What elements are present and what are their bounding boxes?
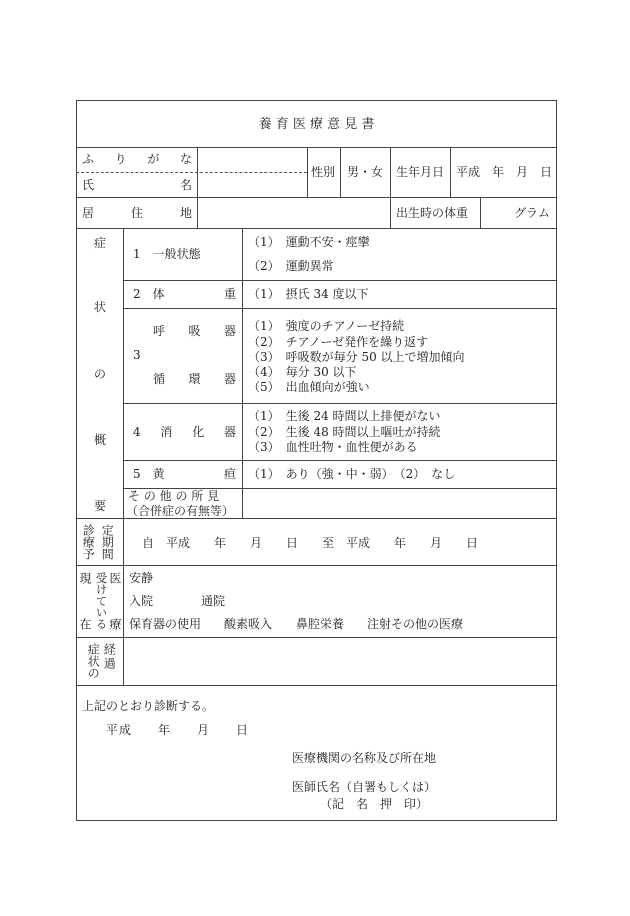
birth-weight-unit: グラム [514, 206, 550, 220]
treatment-option: 酸素吸入 [224, 617, 273, 631]
symptom-item: （1） 運動不安・痙攣 [248, 235, 370, 249]
divider [123, 403, 557, 404]
side-label-char: の [94, 367, 107, 381]
divider [76, 518, 557, 519]
divider [76, 228, 557, 229]
birth-date-label: 生年月日 [396, 165, 445, 179]
treatment-outpatient: 通院 [201, 594, 226, 608]
birth-weight-label: 出生時の体重 [396, 206, 469, 220]
divider [76, 197, 557, 198]
address-label: 居 住 地 [82, 206, 192, 220]
divider [123, 308, 557, 309]
treatment-label: 現在 [78, 572, 92, 630]
doctor-name-label: 医師氏名（自署もしくは） [292, 780, 437, 794]
other-findings-sublabel: （合併症の有無等） [126, 504, 235, 518]
period-label: 診療予 [81, 524, 96, 560]
symptom-item: （1） 摂氏 34 度以下 [248, 287, 369, 301]
circ-label: 循 環 器 [153, 372, 236, 386]
divider [307, 147, 308, 197]
divider [340, 147, 341, 197]
symptom-item: （2） 運動異常 [248, 259, 334, 273]
side-label-char: 概 [94, 433, 107, 447]
divider [123, 280, 557, 281]
name-label: 氏 名 [82, 178, 192, 192]
symptom-item: （1） 生後 24 時間以上排便がない [248, 409, 441, 423]
divider [76, 685, 557, 686]
divider [450, 147, 451, 197]
treatment-rest: 安静 [129, 571, 154, 585]
symptom-item: （3） 呼吸数が毎分 50 以上で増加傾向 [248, 350, 465, 364]
treatment-option: 鼻腔栄養 [296, 617, 345, 631]
divider [480, 197, 481, 228]
divider [242, 228, 243, 518]
sex-options[interactable]: 男・女 [347, 165, 384, 179]
period-label: 定期間 [100, 524, 115, 560]
divider [123, 228, 124, 685]
digest-label: 4 消 化 器 [133, 425, 236, 439]
form-title: 養 育 医 療 意 見 書 [258, 117, 375, 132]
side-label-char: 状 [94, 300, 107, 314]
symptom-item: （2） チアノーゼ発作を繰り返す [248, 335, 429, 349]
divider [76, 147, 557, 148]
weight-label: 2 体 重 [133, 287, 236, 301]
course-label: 症状の [86, 643, 101, 679]
divider [76, 637, 557, 638]
divider [76, 565, 557, 566]
other-findings-field[interactable] [244, 490, 555, 517]
symptom-item: （5） 出血傾向が強い [248, 380, 370, 394]
jaundice-label: 5 黄 疸 [133, 467, 236, 481]
other-findings-label: そ の 他 の 所 見 [128, 489, 220, 503]
course-label: 経過 [102, 643, 117, 671]
address-field[interactable] [200, 199, 388, 226]
divider [390, 147, 391, 228]
side-label-char: 要 [94, 499, 107, 513]
resp-num: 3 [133, 348, 141, 362]
furigana-label: ふ り が な [82, 152, 192, 166]
diagnosis-date: 平成 年 月 日 [106, 723, 250, 737]
diagnosis-statement: 上記のとおり診断する。 [82, 699, 215, 713]
treatment-inpatient: 入院 [129, 594, 154, 608]
course-field[interactable] [126, 639, 555, 683]
treatment-label: 受けている [94, 572, 109, 630]
resp-label: 呼 吸 器 [153, 324, 236, 338]
birth-date-field[interactable]: 平成 年 月 日 [456, 165, 553, 179]
divider [123, 460, 557, 461]
name-field[interactable] [202, 149, 306, 195]
symptom-item: （1） あり（強・中・弱） （2） なし [248, 467, 456, 481]
treatment-label: 医療 [108, 572, 122, 630]
symptom-item: （1） 強度のチアノーゼ持続 [248, 319, 405, 333]
general-label: 1 一般状態 [133, 247, 201, 261]
symptom-item: （3） 血性吐物・血性便がある [248, 440, 418, 454]
symptom-item: （2） 生後 48 時間以上嘔吐が持続 [248, 425, 441, 439]
side-label-char: 症 [94, 236, 107, 250]
treatment-option: 保育器の使用 [129, 617, 202, 631]
period-field[interactable]: 自 平成 年 月 日 至 平成 年 月 日 [142, 536, 479, 550]
symptom-item: （4） 毎分 30 以下 [248, 365, 357, 379]
seal-label: （記 名 押 印） [320, 797, 429, 811]
institution-label: 医療機関の名称及び所在地 [292, 751, 437, 765]
treatment-option: 注射その他の医療 [367, 617, 464, 631]
divider [197, 147, 198, 228]
sex-label: 性別 [311, 165, 336, 179]
